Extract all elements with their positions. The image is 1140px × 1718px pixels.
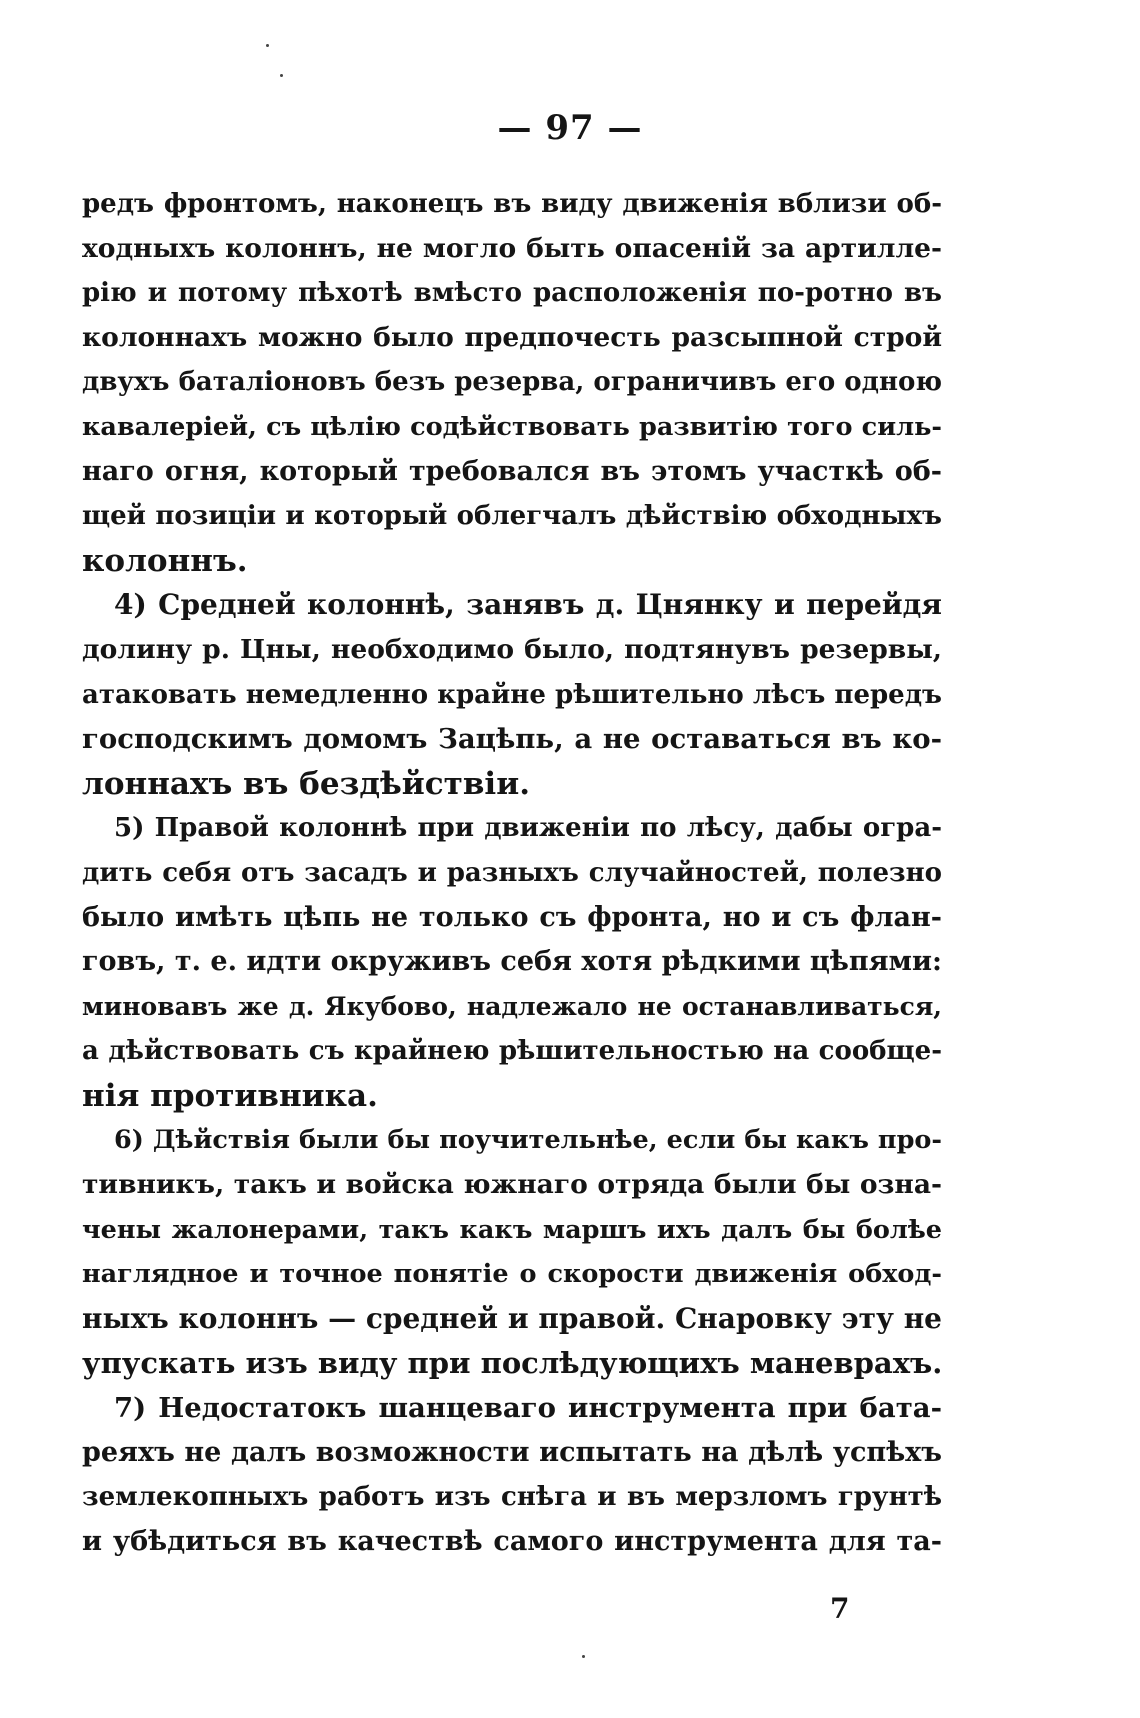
text-line: рію и потому пѣхотѣ вмѣсто расположенія по-ротно въ [82,278,942,309]
text-line: 6) Дѣйствія были бы поучительнѣе, если бы какъ про- [114,1125,942,1156]
body-text [82,182,942,1564]
text-line: ныхъ колоннъ — средней и правой. Снаровку эту не [82,1301,942,1335]
text-line: говъ, т. е. идти окруживъ себя хотя рѣдкими цѣпями: [82,946,942,978]
text-line: 4) Средней колоннѣ, занявъ д. Цнянку и перейдя [114,588,942,622]
text-line: и убѣдиться въ качествѣ самого инструмента для та- [82,1525,942,1557]
text-line: колоннъ. [82,542,248,579]
text-line: редъ фронтомъ, наконецъ въ виду движенія вблизи об- [82,189,942,219]
text-line: тивникъ, такъ и войска южнаго отряда были бы озна- [82,1169,942,1201]
text-line: наго огня, который требовался въ этомъ участкѣ об- [82,455,942,487]
text-line: наглядное и точное понятіе о скорости движенія обход- [82,1259,942,1290]
text-line: упускать изъ виду при послѣдующихъ маневрахъ. [82,1346,942,1381]
paper-speck [280,74,283,77]
paper-speck [582,1655,585,1658]
text-line: атаковать немедленно крайне рѣшительно лѣсъ передъ [82,679,942,710]
text-line: а дѣйствовать съ крайнею рѣшительностью на сообще- [82,1036,942,1067]
signature-mark: 7 [830,1592,850,1625]
text-line: долину р. Цны, необходимо было, подтянувъ резервы, [82,633,942,665]
text-line: колоннахъ можно было предпочесть разсыпной строй [82,321,942,353]
text-line: ходныхъ колоннъ, не могло быть опасеній за артилле- [82,232,942,264]
page-number-header: — 97 — [497,108,643,148]
text-line: дить себя отъ засадъ и разныхъ случайностей, полезно [82,857,942,888]
text-line: лоннахъ въ бездѣйствіи. [82,765,530,802]
paper-speck [266,44,269,47]
text-line: чены жалонерами, такъ какъ маршъ ихъ далъ бы болѣе [82,1214,942,1245]
text-line: двухъ баталіоновъ безъ резерва, ограничивъ его одною [82,367,942,398]
text-line: нія противника. [82,1077,378,1114]
text-line: 5) Правой колоннѣ при движеніи по лѣсу, дабы огра- [114,813,942,844]
text-line: землекопныхъ работъ изъ снѣга и въ мерзломъ грунтѣ [82,1482,942,1513]
text-line: господскимъ домомъ Зацѣпь, а не оставаться въ ко- [82,723,942,756]
text-line: кавалеріей, съ цѣлію содѣйствовать развитію того силь- [82,411,942,442]
text-line: 7) Недостатокъ шанцеваго инструмента при бата- [114,1392,942,1425]
text-line: реяхъ не далъ возможности испытать на дѣлѣ успѣхъ [82,1436,942,1468]
text-line: миновавъ же д. Якубово, надлежало не останавливаться, [82,991,942,1021]
text-line: щей позиціи и который облегчалъ дѣйствію обходныхъ [82,501,942,532]
text-line: было имѣть цѣпь не только съ фронта, но и съ флан- [82,901,942,933]
